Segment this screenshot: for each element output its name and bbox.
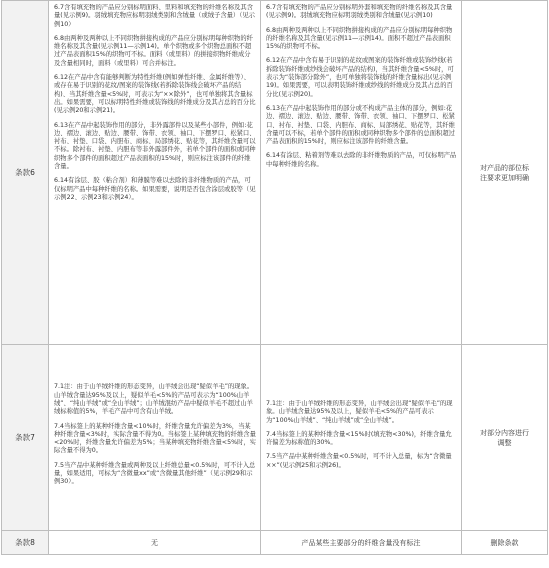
paragraph: 6.13在产品中起装饰作用的部分，非外露部件以及某些小部件，例如:花边、褶边、滚边、贴边、腰带、饰带、衣领、袖口、下摆罗口、松紧口、衬布、衬垫、口袋、内胆布、商标、局部绣花、贴花等，其纤维含量可以不标。除衬布、衬垫、内胆布等非外露部件外，若单个部件的面积或同种织物多个部件的面积超过产品表面积的15%时，则应标注该部件的纤维含量。 — [54, 121, 256, 171]
note-line: 对产品的部位标 — [480, 163, 529, 172]
table-row-clause-7 — [2, 345, 548, 531]
note-line: 对部分内容进行 — [480, 428, 529, 437]
note-line: 注要求更加明确 — [480, 173, 529, 182]
table-row-clause-6 — [2, 1, 548, 345]
new-text-cell — [261, 1, 462, 345]
change-note-cell: 删除条款 — [462, 531, 548, 555]
paragraph: 6.12在产品中含有易于识别的花纹或图案的装饰纤维或装饰纱线(若拆除装饰纤维或纱线会破坏产品的结构)，当其纤维含量<5%时，可表示为“装饰部分除外”，也可单独将装饰线的纤维含量标出(见示例19)。如果需要，可以表明装饰纤维或纱线的纤维成分及其占总的百分比(见示例20)。 — [266, 57, 454, 98]
paragraph: 6.7含有填充物的产品应分别标明外套和填充物的纤维名称及其含量(见示例9)。羽绒填充物应标明羽绒类别和含绒量(见示例10) — [266, 4, 453, 20]
paragraph: 7.1注：由于山羊绒纤维的形态变异，山羊绒会出现“疑似羊毛”的现象。山羊绒含量达95%及以上，疑似羊毛<5%的产品可表示为“100%山羊绒”、“纯山羊绒”或“全山羊绒”；山羊绒混纺产品中疑似羊毛不超过山羊绒标称值的5%，羊毛产品中可含有山羊绒。 — [54, 383, 254, 416]
paragraph: 6.8由两种及两种以上不同织物拼接构成的产品应分别标明每种织物的纤维名称及其含量(见示例11—示例14)。单个织物或多个织物总面积不超过产品表面积15%的织物可不标。面料（或里料）的拼接织物纤维成分及含量相同时，面料（或里料）可合并标注。 — [54, 34, 253, 67]
clause-label: 条款8 — [2, 531, 49, 555]
new-text-cell: 产品某些主要部分的纤维含量没有标注 — [261, 531, 462, 555]
paragraph: 6.8由两种及两种以上不同织物拼接构成的产品应分别标明每种织物的纤维名称及其含量(见示例11—示例14)。面积不超过产品表面积15%的织物可不标。 — [266, 26, 453, 51]
comparison-table — [1, 0, 548, 555]
old-text-cell: 无 — [49, 531, 261, 555]
paragraph: 6.14有涂层、粘着剂等难以去除的非纤维物质的产品，可仅标明产品中每种纤维的名称。 — [266, 152, 457, 168]
paragraph: 7.1注：由于山羊绒纤维的形态变异，山羊绒会出现“疑似羊毛”的现象。山羊绒含量达95%及以上，疑似羊毛<5%的产品可表示为“100%山羊绒”、“纯山羊绒”或“全山羊绒”。 — [266, 399, 453, 424]
old-text-cell — [49, 345, 261, 531]
paragraph: 7.5当产品中某种纤维含量或两种及以上纤维总量<0.5%时，可不计入总量，如果适用，可标为“含微量xx”或“含微量其他纤维”（见示例29和示例30）。 — [54, 461, 256, 486]
clause-label: 条款6 — [2, 1, 49, 345]
paragraph: 7.4当标签上的某种纤维含量<10%时，纤维含量允许偏差为3%，当某种纤维含量<3%时，实际含量不得为0。当标签上某种填充物的纤维含量<20%时，纤维含量允许偏差为5%；当某种填充物纤维含量<5%时，实际含量不得为0。 — [54, 422, 256, 455]
table-row-clause-8 — [2, 531, 548, 555]
old-text-cell — [49, 1, 261, 345]
note-line: 调整 — [497, 438, 512, 447]
clause-label: 条款7 — [2, 345, 49, 531]
paragraph: 7.4当标签上的某种纤维含量<15%时(填充物<30%)，纤维含量允许偏差为标称值的30%。 — [266, 430, 452, 447]
paragraph: 7.5当产品中某种纤维含量<0.5%时，可不计入总量，标为“含微量××”(见示例25和示例26)。 — [266, 453, 452, 469]
paragraph: 6.12在产品中含有能够判断为特性纤维(例如弹性纤维、金属纤维等）、或存在易于识别的花纹/图案的装饰线(若拆除装饰线会破坏产品的结构)、当其纤维含量<5%时，可表示为“××除外”，也可单独将其含量标出。如果需要，可以标明特性纤维或装饰线的纤维成分及其占总的百分比(见示例20和示例21)。 — [54, 74, 256, 115]
paragraph: 6.7含有填充物的产品应分别标明面料、里料和填充物的纤维名称及其含量(见示例9)。羽绒填充物应标明羽绒类别和含绒量（或绒子含量）（见示例10） — [54, 4, 255, 28]
new-text-cell — [261, 345, 462, 531]
paragraph: 6.13在产品中起装饰作用的部分或不构成产品主体的部分，例如:花边、褶边、滚边、贴边、腰带、饰带、衣领、袖口、下摆罗口、松紧口、衬布、衬垫、口袋、内胆布、商标、局部绣花、贴花等，其纤维含量可以不标，若单个部件的面积或同种织物多个部件的总面积超过产品表面积的15%时，则应标注该部件的纤维含量。 — [266, 104, 455, 146]
paragraph: 6.14有涂层、胶（粘合剂）和薄膜等难以去除的非纤维物质的产品，可仅标明产品中每种纤维的名称。如果需要，说明是否包含涂层或胶等（见示例22、示例23和示例24）。 — [54, 177, 256, 201]
change-note-cell — [462, 1, 548, 345]
change-note-cell — [462, 345, 548, 531]
